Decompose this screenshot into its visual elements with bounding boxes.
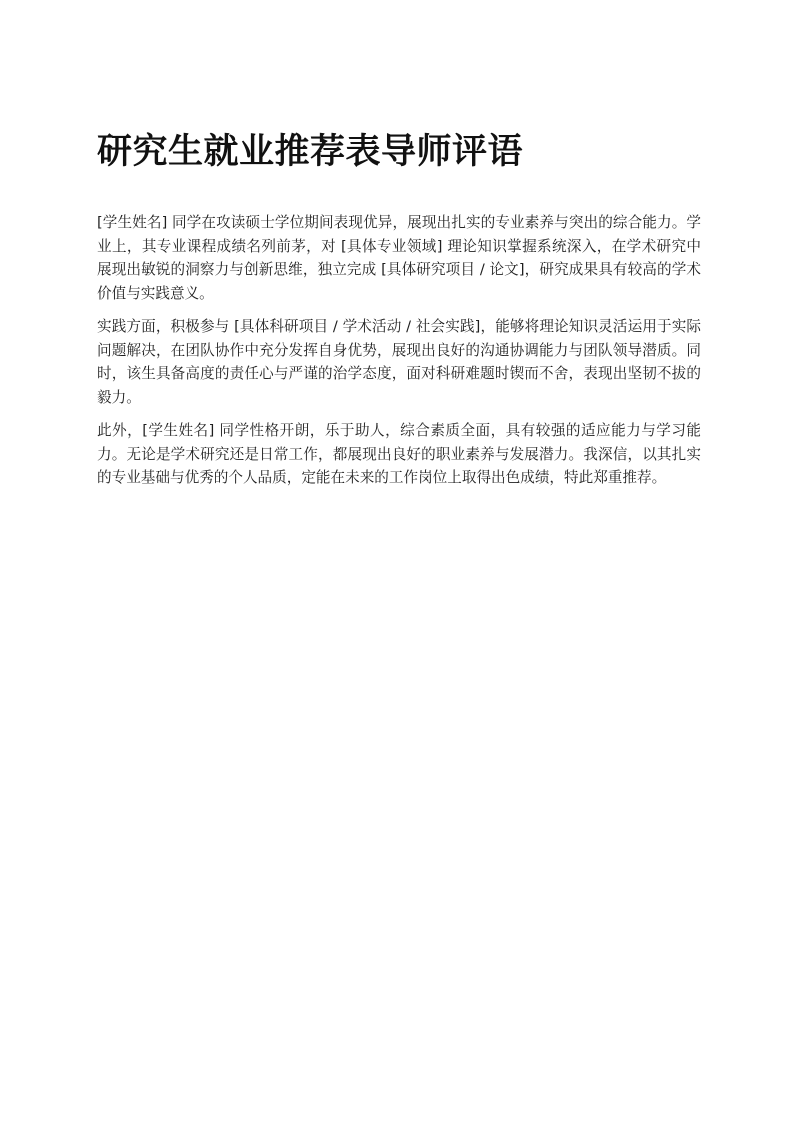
paragraph-academic: [学生姓名] 同学在攻读硕士学位期间表现优异，展现出扎实的专业素养与突出的综合能力。学业上，其专业课程成绩名列前茅，对 [具体专业领域] 理论知识掌握系统深入，在学术研究中展现出敏锐的洞察力与创新思维，独立完成 [具体研究项目 / 论文]，研究成果具有较高的学术价值与实践意义。 [97,214,701,302]
paragraph-practice: 实践方面，积极参与 [具体科研项目 / 学术活动 / 社会实践]，能够将理论知识灵活运用于实际问题解决，在团队协作中充分发挥自身优势，展现出良好的沟通协调能力与团队领导潜质。同时，该生具备高度的责任心与严谨的治学态度，面对科研难题时锲而不舍，表现出坚韧不拔的毅力。 [97,318,701,406]
document-body [97,211,701,500]
paragraph-recommendation: 此外，[学生姓名] 同学性格开朗，乐于助人，综合素质全面，具有较强的适应能力与学习能力。无论是学术研究还是日常工作，都展现出良好的职业素养与发展潜力。我深信，以其扎实的专业基础与优秀的个人品质，定能在未来的工作岗位上取得出色成绩，特此郑重推荐。 [97,422,701,486]
document-title: 研究生就业推荐表导师评语 [97,132,524,172]
